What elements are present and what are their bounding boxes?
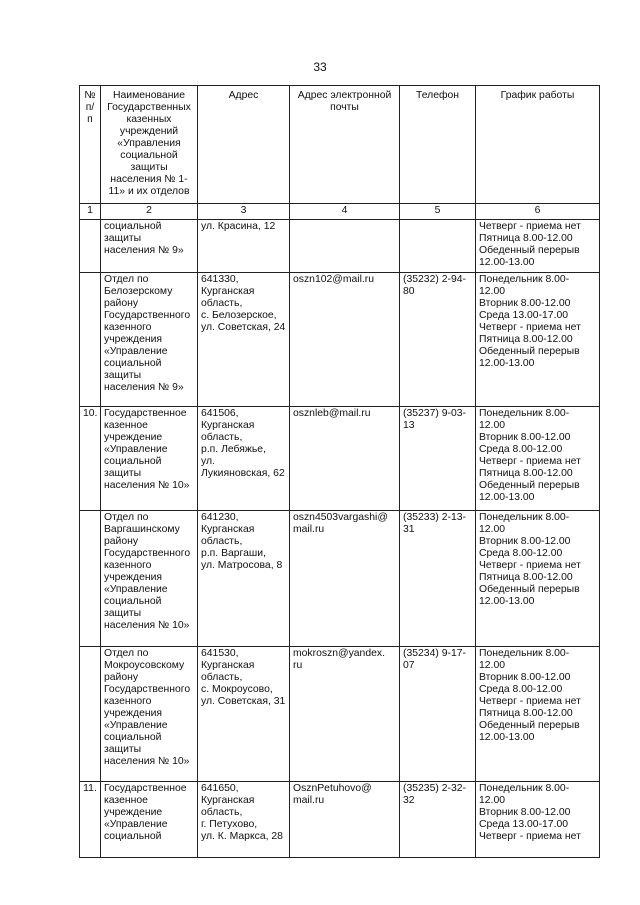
institution-name: Отдел по Мокроусовскому району Государственного казенного учреждения «Управление социальной защиты населения № 10»	[101, 647, 198, 782]
institution-email: oszn102@mail.ru	[290, 273, 400, 407]
header-schedule: График работы	[476, 86, 600, 204]
institution-email: mokroszn@yandex. ru	[290, 647, 400, 782]
header-email: Адрес электронной почты	[290, 86, 400, 204]
row-number	[80, 647, 101, 782]
institution-schedule: Понедельник 8.00- 12.00 Вторник 8.00-12.00 Среда 8.00-12.00 Четверг - приема нет Пятница 8.00-12.00 Обеденный перерыв 12.00-13.00	[476, 407, 600, 511]
institution-email	[290, 220, 400, 273]
column-number-row	[80, 204, 600, 220]
column-number: 2	[101, 204, 198, 220]
column-number: 6	[476, 204, 600, 220]
institution-address: 641506, Курганская область, р.п. Лебяжье, ул. Лукияновская, 62	[198, 407, 290, 511]
column-number: 3	[198, 204, 290, 220]
institution-name: Отдел по Варгашинскому району Государственного казенного учреждения «Управление социальной защиты населения № 10»	[101, 511, 198, 647]
column-number: 4	[290, 204, 400, 220]
institution-address: 641230, Курганская область, р.п. Варгаши, ул. Матросова, 8	[198, 511, 290, 647]
institution-schedule: Понедельник 8.00- 12.00 Вторник 8.00-12.00 Среда 13.00-17.00 Четверг - приема нет	[476, 782, 600, 858]
institution-name: Государственное казенное учреждение «Управление социальной	[101, 782, 198, 858]
header-phone: Телефон	[400, 86, 476, 204]
table-row	[80, 782, 600, 858]
institution-phone: (35233) 2-13- 31	[400, 511, 476, 647]
column-number: 1	[80, 204, 101, 220]
institution-name: Государственное казенное учреждение «Управление социальной защиты населения № 10»	[101, 407, 198, 511]
institution-schedule: Понедельник 8.00- 12.00 Вторник 8.00-12.00 Среда 13.00-17.00 Четверг - приема нет Пятница 8.00-12.00 Обеденный перерыв 12.00-13.00	[476, 273, 600, 407]
header-row	[80, 86, 600, 204]
row-number	[80, 220, 101, 273]
institution-address: ул. Красина, 12	[198, 220, 290, 273]
header-address: Адрес	[198, 86, 290, 204]
institution-phone: (35232) 2-94- 80	[400, 273, 476, 407]
institution-name: социальной защиты населения № 9»	[101, 220, 198, 273]
institution-email: osznleb@mail.ru	[290, 407, 400, 511]
institution-email: oszn4503vargashi@ mail.ru	[290, 511, 400, 647]
institution-phone: (35235) 2-32- 32	[400, 782, 476, 858]
table-row	[80, 647, 600, 782]
row-number	[80, 511, 101, 647]
page-number: 33	[313, 60, 327, 74]
institution-email: OsznPetuhovo@ mail.ru	[290, 782, 400, 858]
institution-address: 641650, Курганская область, г. Петухово, ул. К. Маркса, 28	[198, 782, 290, 858]
table-row	[80, 220, 600, 273]
institution-phone	[400, 220, 476, 273]
institution-name: Отдел по Белозерскому району Государственного казенного учреждения «Управление социальной защиты населения № 9»	[101, 273, 198, 407]
row-number: 11.	[80, 782, 101, 858]
institution-schedule: Понедельник 8.00- 12.00 Вторник 8.00-12.00 Среда 8.00-12.00 Четверг - приема нет Пятница 8.00-12.00 Обеденный перерыв 12.00-13.00	[476, 647, 600, 782]
row-number	[80, 273, 101, 407]
table-row	[80, 407, 600, 511]
institution-schedule: Четверг - приема нет Пятница 8.00-12.00 Обеденный перерыв 12.00-13.00	[476, 220, 600, 273]
column-number: 5	[400, 204, 476, 220]
row-number: 10.	[80, 407, 101, 511]
table-row	[80, 273, 600, 407]
institutions-table	[79, 85, 600, 858]
institution-address: 641530, Курганская область, с. Мокроусово, ул. Советская, 31	[198, 647, 290, 782]
header-no: № п/п	[80, 86, 101, 204]
institution-schedule: Понедельник 8.00- 12.00 Вторник 8.00-12.00 Среда 8.00-12.00 Четверг - приема нет Пятница 8.00-12.00 Обеденный перерыв 12.00-13.00	[476, 511, 600, 647]
header-name: Наименование Государственных казенных учреждений «Управления социальной защиты населения № 1- 11» и их отделов	[101, 86, 198, 204]
institution-address: 641330, Курганская область, с. Белозерское, ул. Советская, 24	[198, 273, 290, 407]
institution-phone: (35237) 9-03- 13	[400, 407, 476, 511]
institution-phone: (35234) 9-17- 07	[400, 647, 476, 782]
table-row	[80, 511, 600, 647]
